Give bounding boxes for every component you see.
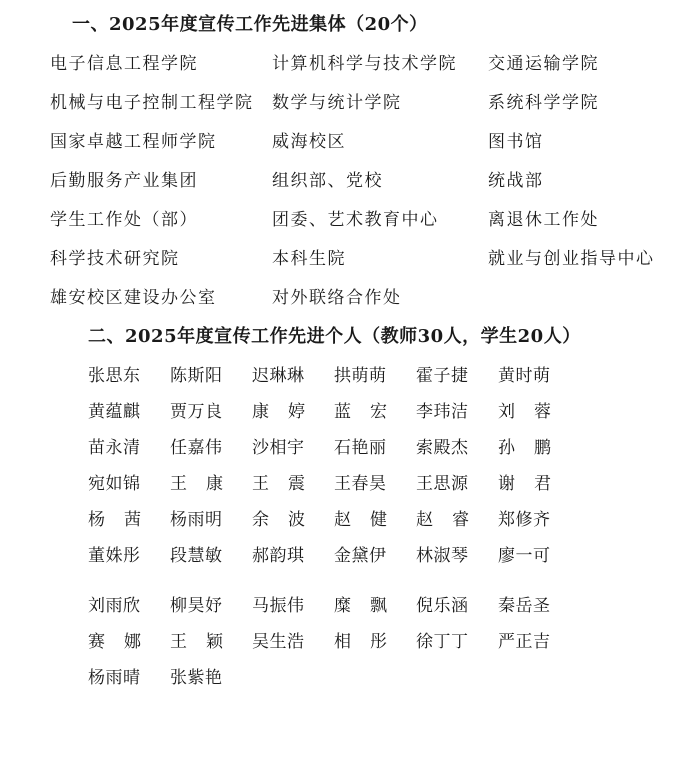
teacher-name: 康婷 [252, 402, 324, 422]
teacher-name: 蓝宏 [334, 402, 406, 422]
collective-unit-item: 离退休工作处 [488, 210, 599, 230]
student-name: 相彤 [334, 632, 406, 652]
collective-unit-item: 系统科学学院 [488, 93, 599, 113]
student-name: 刘雨欣 [88, 596, 141, 616]
collective-units-list [50, 52, 680, 325]
collective-unit-item: 图书馆 [488, 132, 544, 152]
teacher-name: 郑修齐 [498, 510, 551, 530]
teacher-name: 赵睿 [416, 510, 488, 530]
collective-unit-item: 组织部、党校 [272, 171, 383, 191]
collective-unit-item: 学生工作处（部） [50, 210, 198, 230]
collective-unit-item: 交通运输学院 [488, 54, 599, 74]
collective-unit-item: 统战部 [488, 171, 544, 191]
teacher-name: 张思东 [88, 366, 141, 386]
collective-unit-item: 国家卓越工程师学院 [50, 132, 217, 152]
collective-unit-item: 机械与电子控制工程学院 [50, 93, 254, 113]
teacher-name: 王震 [252, 474, 324, 494]
student-name: 严正吉 [498, 632, 551, 652]
collective-unit-item: 威海校区 [272, 132, 346, 152]
teacher-name: 杨雨明 [170, 510, 223, 530]
teacher-name: 孙鹏 [498, 438, 570, 458]
collective-unit-item: 后勤服务产业集团 [50, 171, 198, 191]
collective-unit-item: 本科生院 [272, 249, 346, 269]
teacher-name: 刘蓉 [498, 402, 570, 422]
teacher-name: 贾万良 [170, 402, 223, 422]
teacher-name: 林淑琴 [416, 546, 469, 566]
teacher-name: 黄蕴麒 [88, 402, 141, 422]
student-name: 吴生浩 [252, 632, 305, 652]
teacher-name: 陈斯阳 [170, 366, 223, 386]
teacher-name: 余波 [252, 510, 324, 530]
teacher-name: 王思源 [416, 474, 469, 494]
student-name: 赛娜 [88, 632, 160, 652]
section-title-collectives: 一、2025年度宣传工作先进集体（20个） [72, 14, 428, 35]
teacher-name: 索殿杰 [416, 438, 469, 458]
student-name: 杨雨晴 [88, 668, 141, 688]
teacher-name: 宛如锦 [88, 474, 141, 494]
teacher-name: 赵健 [334, 510, 406, 530]
student-name: 倪乐涵 [416, 596, 469, 616]
teacher-name: 黄时萌 [498, 366, 551, 386]
collective-unit-item: 科学技术研究院 [50, 249, 180, 269]
teacher-name: 谢君 [498, 474, 570, 494]
collective-unit-item: 雄安校区建设办公室 [50, 288, 217, 308]
section-title-individuals: 二、2025年度宣传工作先进个人（教师30人，学生20人） [88, 326, 581, 347]
teacher-name: 拱萌萌 [334, 366, 387, 386]
collective-unit-item: 电子信息工程学院 [50, 54, 198, 74]
teacher-name: 郝韵琪 [252, 546, 305, 566]
collective-unit-item: 计算机科学与技术学院 [272, 54, 457, 74]
teacher-name: 石艳丽 [334, 438, 387, 458]
teacher-name: 段慧敏 [170, 546, 223, 566]
student-name: 秦岳圣 [498, 596, 551, 616]
teacher-name: 任嘉伟 [170, 438, 223, 458]
student-name: 王颖 [170, 632, 242, 652]
collective-unit-item: 就业与创业指导中心 [488, 249, 655, 269]
collective-unit-item: 团委、艺术教育中心 [272, 210, 439, 230]
teacher-name: 廖一可 [498, 546, 551, 566]
teacher-name: 金黛伊 [334, 546, 387, 566]
student-name: 柳昊妤 [170, 596, 223, 616]
teacher-name: 苗永清 [88, 438, 141, 458]
teacher-name: 沙相宇 [252, 438, 305, 458]
collective-unit-item: 数学与统计学院 [272, 93, 402, 113]
teacher-name: 董姝彤 [88, 546, 141, 566]
student-name: 徐丁丁 [416, 632, 469, 652]
student-name: 糜飘 [334, 596, 406, 616]
collective-unit-item: 对外联络合作处 [272, 288, 402, 308]
teacher-names-list [88, 364, 580, 580]
student-names-list [88, 594, 580, 702]
teacher-name: 霍子捷 [416, 366, 469, 386]
teacher-name: 王春昊 [334, 474, 387, 494]
teacher-name: 杨茜 [88, 510, 160, 530]
student-name: 张紫艳 [170, 668, 223, 688]
teacher-name: 李玮洁 [416, 402, 469, 422]
student-name: 马振伟 [252, 596, 305, 616]
teacher-name: 迟琳琳 [252, 366, 305, 386]
teacher-name: 王康 [170, 474, 242, 494]
